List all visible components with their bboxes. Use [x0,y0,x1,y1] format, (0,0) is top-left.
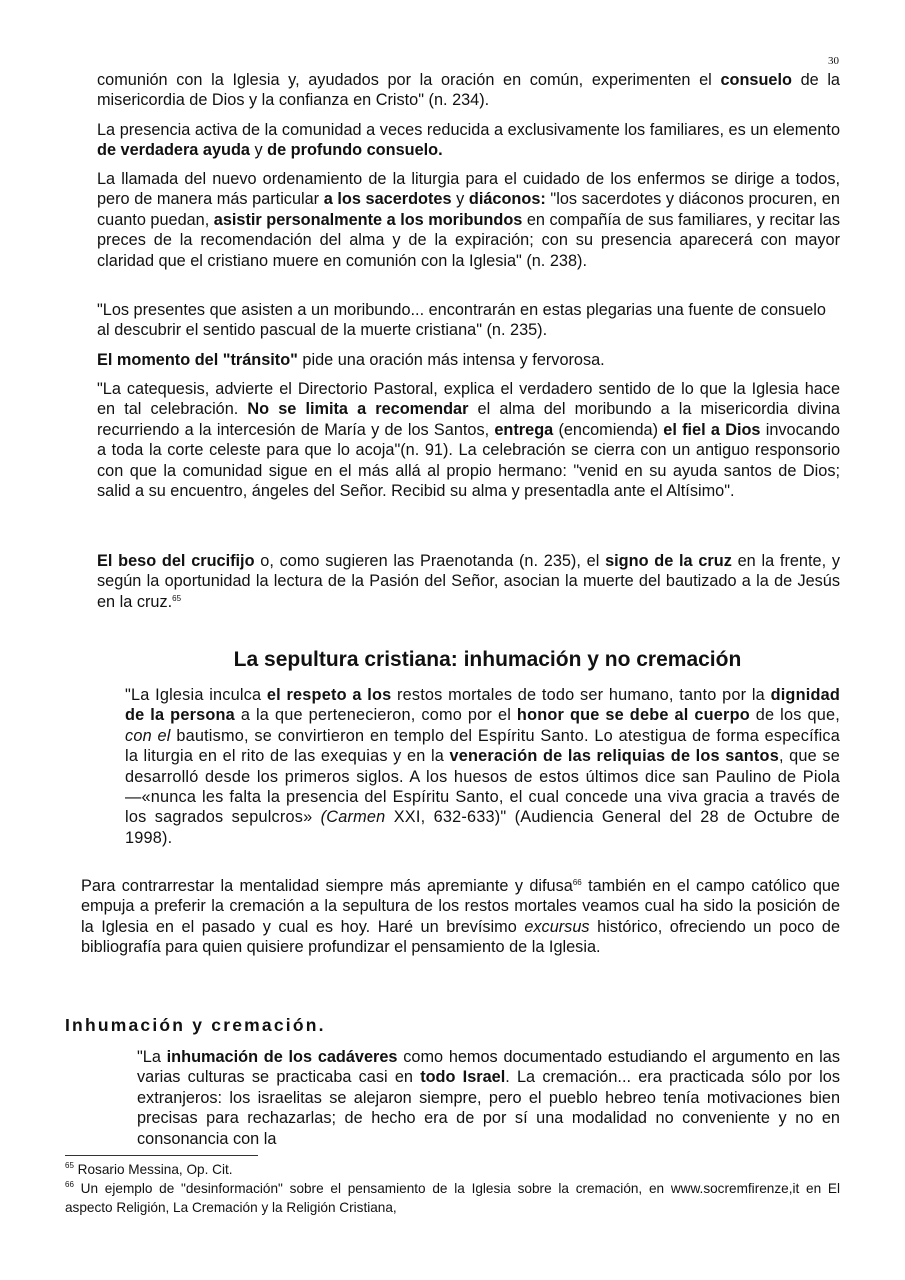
bold-text: veneración de las reliquias de los santos [449,747,779,766]
text-run: o, como sugieren las Praenotanda (n. 235), el [254,552,606,570]
bold-text: de verdadera ayuda [97,141,250,160]
text-run: en compañía de sus familiares, y recitar las preces de la recomendación del alma y de la expiración; con su presencia aparecerá con mayor claridad que el cristiano muere en comunión con la Iglesia" (n. 238). [97,210,840,270]
text-run: pide una oración más intensa y fervorosa. [297,351,605,369]
bold-text: El momento del "tránsito" [97,351,298,369]
bold-text: asistir personalmente a los moribundos [213,210,523,229]
text-run: comunión con la Iglesia y, ayudados por la oración en común, experimenten el [97,71,721,89]
text-run: "La Iglesia inculca [125,686,267,704]
text-run: invocando a toda la corte celeste para que lo acoja"(n. 91). La celebración se cierra con un antiguo responsorio con que la comunidad sigue en el más allá al propio hermano: "venid en su ayuda santos de Dios; salid a su encuentro, ángeles del Señor. Recibid su alma y presentadla ante el Altísimo". [97,420,840,501]
italic-text: excursus [524,917,590,936]
text-run: bautismo, se convirtieron en templo del Espíritu Santo. Lo atestigua de forma específica la liturgia en el rito de las exequias y en la [125,726,840,766]
text-run: "Los presentes que asisten a un moribundo... encontrarán en estas plegarias una fuente de consuelo al descubrir el sentido pascual de la muerte cristiana" (n. 235). [97,301,826,340]
footnote-ref: 65 [172,593,182,603]
paragraph [97,350,840,370]
bold-text: de profundo consuelo. [267,141,443,160]
footnote-number: 65 [65,1161,74,1170]
text-run: histórico, ofreciendo un poco de bibliografía para quien quisiere profundizar el pensamiento de la Iglesia. [81,917,841,957]
subsection-heading: Inhumación y cremación. [65,1015,326,1035]
footnote-ref: 66 [572,878,582,887]
text-run: XXI, 632-633)" (Audiencia General del 28 de Octubre de 1998). [125,808,840,847]
bold-text: el fiel a Dios [663,420,761,439]
footnote [65,1160,840,1179]
text-run: de la misericordia de Dios y la confianza en Cristo" (n. 234). [97,71,840,110]
paragraph [97,169,840,271]
text-run: en la frente, y según la oportunidad la lectura de la Pasión del Señor, asocian la muerte del bautizado a la de Jesús en la cruz. [97,552,840,611]
text-run: "La [137,1048,167,1066]
text-run: La presencia activa de la comunidad a veces reducida a exclusivamente los familiares, es un elemento [97,121,840,139]
footnote [65,1179,840,1217]
text-run: , que se desarrolló desde los primeros siglos. A los huesos de estos últimos dice san Paulino de Piola—«nunca les falta la presencia del Espíritu Santo, el cual concede una viva gracia a través de los sagrados sepulcros» [125,747,840,827]
bold-text: consuelo [720,71,792,89]
text-run: también en el campo católico que empuja a preferir la cremación a la sepultura de los restos mortales veamos cual ha sido la posición de la Iglesia en el pasado y cual es hoy. Haré un brevísimo [81,877,840,936]
footnote-text: Un ejemplo de "desinformación" sobre el pensamiento de la Iglesia sobre la cremación, en www.socremfirenze,it en El aspecto Religión, La Cremación y la Religión Cristiana, [65,1181,840,1215]
block-quote [125,685,840,848]
text-run: Para contrarrestar la mentalidad siempre más apremiante y difusa [81,877,573,895]
text-run: y [249,141,268,160]
section-heading: La sepultura cristiana: inhumación y no cremación [233,648,742,671]
text-run: a la que pertenecieron, como por el [234,706,517,725]
text-run: y [451,190,469,209]
footnote-text: Rosario Messina, Op. Cit. [73,1162,233,1177]
text-run: "los sacerdotes y diáconos procuren, en cuanto puedan, [97,190,840,229]
text-run: . La cremación... era practicada sólo por los extranjeros: los israelitas se alejaron siempre, pero el pueblo hebreo tenía motivaciones bien precisas para rechazarlas; de hecho era de por sí una modalidad no conveniente y no en consonancia con la [137,1068,840,1148]
bold-text: dignidad de la persona [125,686,840,725]
text-run: La llamada del nuevo ordenamiento de la liturgia para el cuidado de los enfermos se dirige a todos, pero de manera más particular [97,170,840,209]
bold-text: honor que se debe al cuerpo [516,706,750,725]
italic-text: (Carmen [320,808,386,827]
footnote-number: 66 [65,1180,74,1189]
bold-text: el respeto a los [266,686,392,704]
paragraph [81,876,840,958]
text-run: restos mortales de todo ser humano, tanto por la [391,686,771,704]
text-run: (encomienda) [553,420,664,439]
bold-text: a los sacerdotes [323,190,452,209]
italic-text: con el [125,726,171,745]
paragraph [97,551,840,612]
text-run: de los que, [749,706,840,725]
paragraph [97,300,840,341]
bold-text: entrega [494,420,554,439]
text-run: el alma del moribundo a la misericordia divina recurriendo a la intercesión de María y de los Santos, [97,400,840,439]
bold-text: diáconos: [468,190,546,209]
paragraph [97,379,840,501]
block-quote [137,1047,840,1149]
text-run: "La catequesis, advierte el Directorio Pastoral, explica el verdadero sentido de lo que la Iglesia hace en tal celebración. [97,380,840,419]
bold-text: todo Israel [420,1068,506,1087]
bold-text: signo de la cruz [605,552,732,570]
bold-text: El beso del crucifijo [97,552,255,570]
page-number: 30 [828,55,839,67]
bold-text: No se limita a recomendar [247,400,469,419]
paragraph [97,120,840,161]
text-run: como hemos documentado estudiando el argumento en las varias culturas se practicaba casi en [137,1048,840,1087]
footnote-separator [65,1155,258,1156]
bold-text: inhumación de los cadáveres [166,1048,398,1066]
paragraph [97,70,840,111]
